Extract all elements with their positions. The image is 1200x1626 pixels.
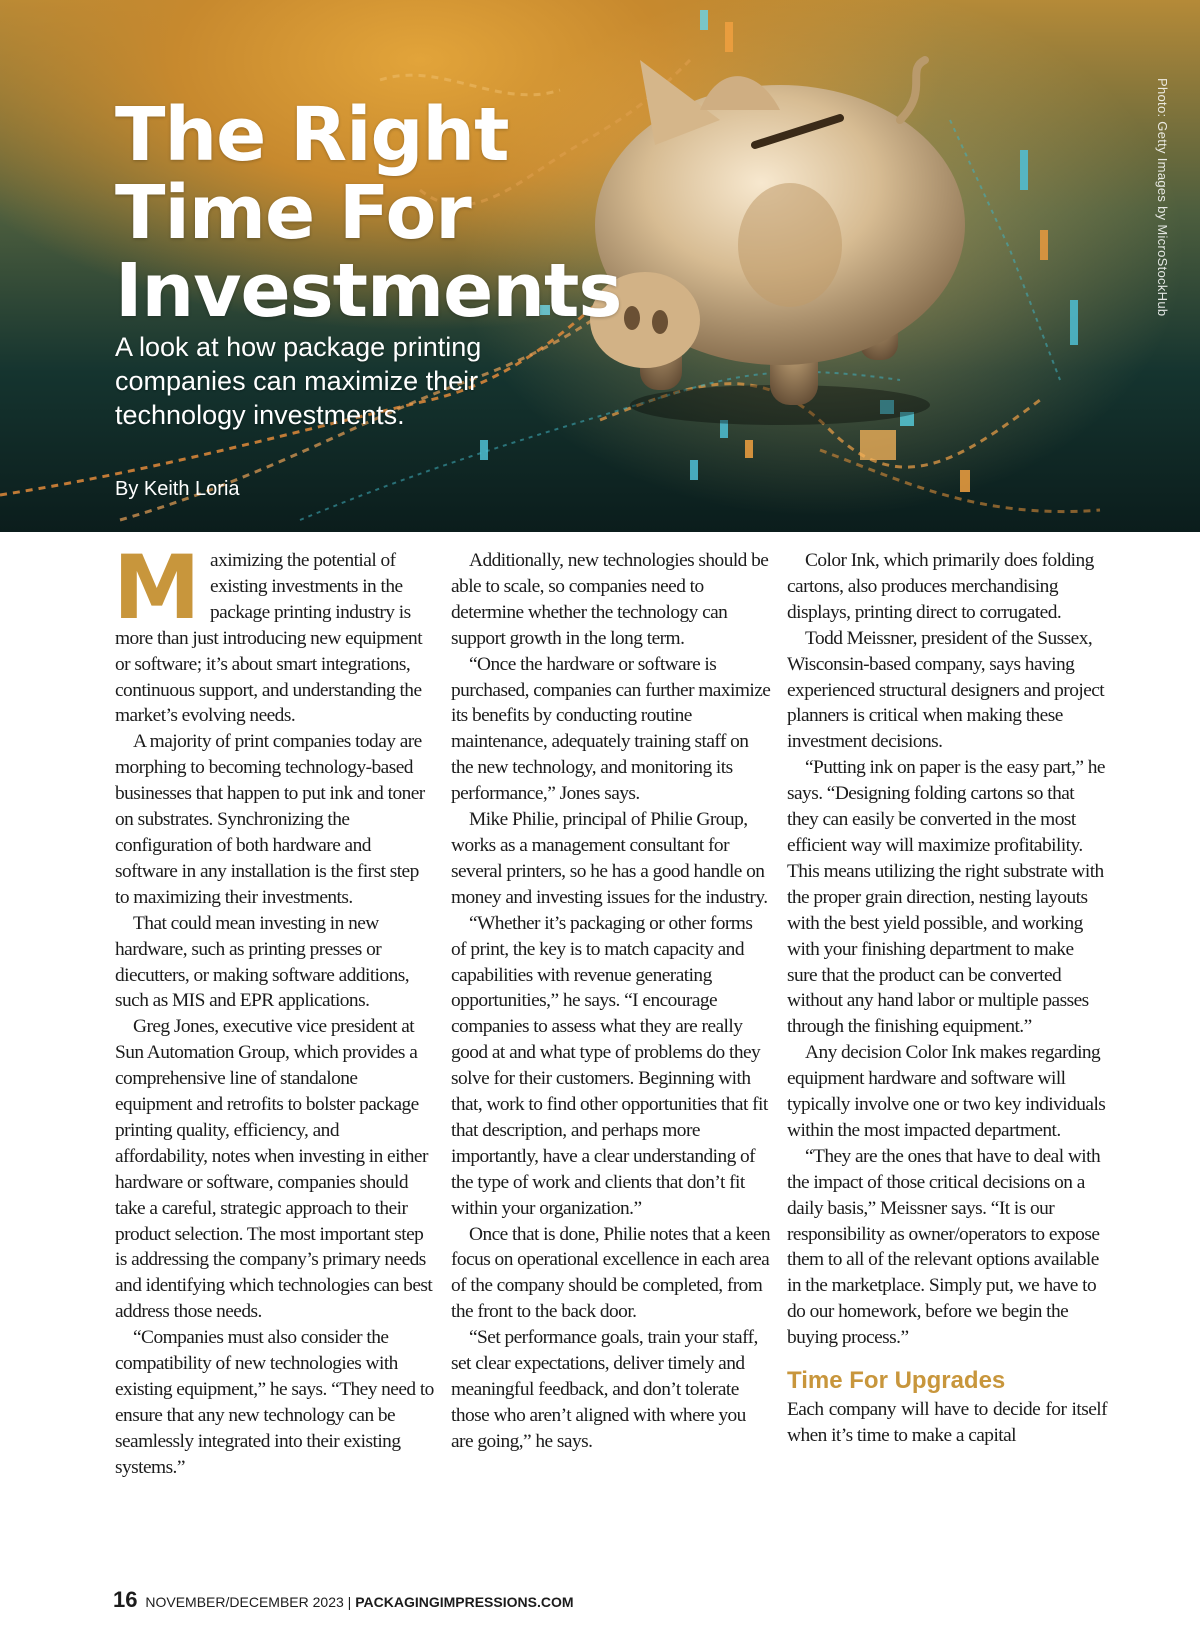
page-footer [113,1587,574,1613]
article-title [115,92,622,334]
title-line-2: Time For [115,170,471,256]
paragraph: Additionally, new technologies should be able to scale, so companies need to determine whether the technology can support growth in the long term. [451,550,769,649]
article-column-1 [113,536,435,1481]
paragraph: Each company will have to decide for itself when it’s time to make a capital [787,1399,1107,1446]
paragraph-text: aximizing the potential of existing investments in the package printing industry is more than just introducing new equipment or software; it’s about smart integrations, continuous support, and understanding the market’s evolving needs. [115,550,423,727]
title-line-3: Investments [115,248,622,334]
byline: By Keith Loria [115,478,240,500]
paragraph: “Whether it’s packaging or other forms of print, the key is to match capacity and capabilities with revenue generating opportunities,” he says. “I encourage companies to assess what they are really good at and what type of problems do they solve for their customers. Beginning with that, work to find other opportunities that fit that description, and perhaps more importantly, have a clear understanding of the type of work and clients that don’t fit within your organization.” [451,912,768,1219]
paragraph: A majority of print companies today are morphing to becoming technology-based businesses that happen to put ink and toner on substrates. Synchronizing the configuration of both hardware and software in any installation is the first step to maximizing their investments. [115,731,425,908]
paragraph: Todd Meissner, president of the Sussex, Wisconsin-based company, says having experienced structural designers and project planners is critical when making these investment decisions. [787,627,1105,753]
hero-image [0,0,1200,532]
paragraph: That could mean investing in new hardware, such as printing presses or diecutters, or making software additions, such as MIS and EPR applications. [115,912,410,1012]
paragraph: “They are the ones that have to deal with the impact of those critical decisions on a daily basis,” Meissner says. “It is our responsibility as owner/operators to expose them to all of the relevant options available in the marketplace. Simply put, we have to do our homework, before we begin the buying process.” [787,1145,1101,1349]
photo-credit: Photo: Getty Images by MicroStockHub [1155,78,1170,317]
paragraph [113,536,435,729]
paragraph: Greg Jones, executive vice president at Sun Automation Group, which provides a comprehensive line of standalone equipment and retrofits to bolster package printing quality, efficiency, and affordability, notes when investing in either hardware or software, companies should take a careful, strategic approach to their product selection. The most important step is addressing the company’s primary needs and identifying which technologies can best address those needs. [115,1016,433,1323]
drop-cap: M [113,536,201,639]
paragraph: “Set performance goals, train your staff, set clear expectations, deliver timely and meaningful feedback, and don’t tolerate those who aren’t aligned with where you are going,” he says. [451,1327,758,1452]
article-column-3 [787,548,1107,1449]
paragraph: Color Ink, which primarily does folding cartons, also produces merchandising displays, printing direct to corrugated. [787,550,1094,623]
paragraph: “Once the hardware or software is purchased, companies can further maximize its benefits by conducting routine maintenance, adequately training staff on the new technology, and monitoring its performance,” Jones says. [451,653,771,805]
paragraph: “Companies must also consider the compatibility of new technologies with existing equipment,” he says. “They need to ensure that any new technology can be seamlessly integrated into their existing systems.” [115,1327,434,1478]
footer-separator: | [347,1594,352,1610]
article-subtitle: A look at how package printing companies can maximize their technology investments. [115,332,482,430]
paragraph: Once that is done, Philie notes that a keen focus on operational excellence in each area of the company should be completed, from the front to the back door. [451,1223,771,1323]
paragraph: “Putting ink on paper is the easy part,” he says. “Designing folding cartons so that they can easily be converted in the most efficient way will maximize profitability. This means utilizing the right substrate with the proper grain direction, nesting layouts with the best yield possible, and working with your finishing department to make sure that the product can be converted without any hand labor or multiple passes through the finishing equipment.” [787,757,1105,1038]
paragraph: Any decision Color Ink makes regarding equipment hardware and software will typically involve one or two key individuals within the most impacted department. [787,1042,1106,1141]
article-column-2 [451,548,771,1455]
issue-date: NOVEMBER/DECEMBER 2023 [145,1594,344,1610]
page-number: 16 [113,1587,138,1612]
section-subhead: Time For Upgrades [787,1367,1006,1395]
website-link[interactable]: PACKAGINGIMPRESSIONS.COM [355,1594,574,1610]
paragraph: Mike Philie, principal of Philie Group, works as a management consultant for several printers, so he has a good handle on money and investing issues for the industry. [451,809,768,908]
title-line-1: The Right [115,92,509,178]
